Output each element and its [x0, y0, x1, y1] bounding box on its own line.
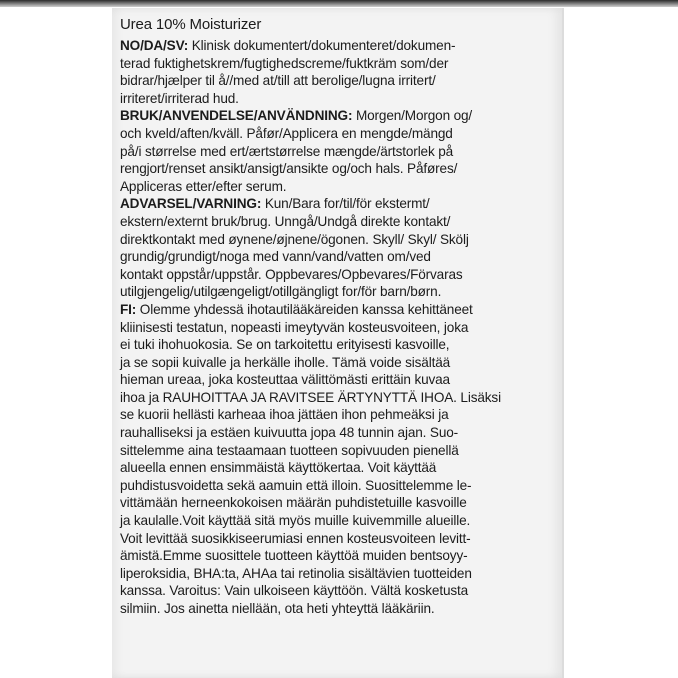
- text-line: [120, 301, 560, 319]
- text-segment: Kun/Bara for/til/för ekstermt/: [261, 196, 430, 212]
- text-line: [120, 319, 560, 337]
- text-line: [120, 160, 560, 178]
- text-line: [120, 582, 560, 600]
- text-line: [120, 389, 560, 407]
- text-segment: Klinisk dokumentert/dokumenteret/dokumen-: [188, 38, 456, 53]
- text-line: [120, 565, 560, 583]
- text-segment: vittämään herneenkokoisen määrän puhdistetuille kasvoille: [120, 495, 467, 511]
- section-heading: FI:: [120, 301, 137, 317]
- packaging-top-edge: [0, 0, 678, 7]
- text-line: [120, 125, 560, 143]
- product-title: Urea 10% Moisturizer: [120, 16, 262, 33]
- text-line: [120, 107, 560, 125]
- text-line: [120, 336, 560, 354]
- text-line: [120, 90, 560, 108]
- text-segment: ekstern/externt bruk/brug. Unngå/Undgå direkte kontakt/: [120, 213, 451, 229]
- text-line: [120, 55, 560, 73]
- text-segment: terad fuktighetskrem/fugtighedscreme/fuktkräm som/der: [120, 55, 449, 71]
- text-line: [120, 477, 560, 495]
- text-segment: ei tuki ihohuokosia. Se on tarkoitettu erityisesti kasvoille,: [120, 337, 450, 353]
- label-body: [120, 37, 560, 618]
- section-heading: NO/DA/SV:: [120, 38, 189, 53]
- text-line: [120, 442, 560, 460]
- text-segment: Voit levittää suosikkiseerumiasi ennen kosteusvoiteen levitt-: [120, 530, 471, 546]
- text-segment: och kveld/aften/kväll. Påfør/Applicera en mengde/mängd: [120, 125, 453, 141]
- text-segment: se kuorii hellästi karheaa ihoa jättäen ihon pehmeäksi ja: [120, 407, 449, 423]
- text-line: [120, 600, 560, 618]
- text-line: [120, 512, 560, 530]
- text-line: [120, 231, 560, 249]
- text-line: [120, 530, 560, 548]
- text-segment: Appliceras etter/efter serum.: [120, 178, 287, 194]
- text-line: [120, 213, 560, 231]
- text-segment: ja kaulalle.Voit käyttää sitä myös muille kuivemmille alueille.: [120, 513, 471, 529]
- text-segment: puhdistusvoidetta sekä aamuin että illoin. Suosittelemme le-: [120, 477, 472, 493]
- text-line: [120, 37, 560, 55]
- text-line: [120, 547, 560, 565]
- text-segment: kanssa. Varoitus: Vain ulkoiseen käyttöön. Vältä kosketusta: [120, 583, 469, 599]
- text-segment: ihoa ja RAUHOITTAA JA RAVITSEE ÄRTYNYTTÄ IHOA. Lisäksi: [120, 389, 501, 405]
- text-segment: liperoksidia, BHA:ta, AHAa tai retinolia sisältävien tuotteiden: [120, 565, 472, 581]
- text-line: [120, 248, 560, 266]
- text-segment: hieman ureaa, joka kosteuttaa välittömästi erittäin kuvaa: [120, 372, 450, 388]
- text-segment: rengjort/renset ansikt/ansigt/ansikte og/och hals. Påføres/: [120, 161, 458, 177]
- text-segment: på/i størrelse med ert/ærtstørrelse mængde/ärtstorlek på: [120, 143, 454, 159]
- text-segment: Morgen/Morgon og/: [352, 108, 473, 124]
- text-segment: ja se sopii kuivalle ja herkälle iholle. Tämä voide sisältää: [120, 354, 451, 370]
- text-segment: kontakt oppstår/uppstår. Oppbevares/Opbevares/Förvaras: [120, 266, 463, 282]
- text-line: [120, 195, 560, 213]
- text-segment: rauhalliseksi ja estäen kuivuutta jopa 48 tunnin ajan. Suo-: [120, 425, 459, 441]
- section-heading: BRUK/ANVENDELSE/ANVÄNDNING:: [120, 108, 353, 124]
- text-segment: kliinisesti testatun, nopeasti imeytyvän kosteusvoiteen, joka: [120, 319, 469, 335]
- text-segment: Olemme yhdessä ihotautilääkäreiden kanssa kehittäneet: [136, 301, 473, 317]
- text-line: [120, 371, 560, 389]
- text-segment: irriteret/irriterad hud.: [120, 90, 239, 106]
- text-line: [120, 178, 560, 196]
- text-segment: direktkontakt med øynene/øjnene/ögonen. Skyll/ Skyl/ Skölj: [120, 231, 469, 247]
- text-line: [120, 72, 560, 90]
- text-line: [120, 406, 560, 424]
- text-line: [120, 283, 560, 301]
- text-line: [120, 459, 560, 477]
- text-line: [120, 424, 560, 442]
- label-right-edge: [562, 8, 564, 678]
- text-line: [120, 494, 560, 512]
- section-heading: ADVARSEL/VARNING:: [120, 196, 262, 212]
- text-segment: alueella ennen ensimmäistä käyttökertaa. Voit käyttää: [120, 460, 437, 476]
- text-line: [120, 143, 560, 161]
- text-segment: utilgjengelig/utilgængeligt/otillgängligt for/för barn/børn.: [120, 284, 442, 300]
- label-text: [120, 14, 560, 618]
- text-segment: bidrar/hjælper til å//med at/till att berolige/lugna irritert/: [120, 73, 436, 89]
- text-segment: silmiin. Jos ainetta niellään, ota heti yhteyttä lääkäriin.: [120, 601, 435, 616]
- text-line: [120, 266, 560, 284]
- text-line: [120, 354, 560, 372]
- text-segment: ämistä.Emme suosittele tuotteen käyttöä muiden bentsoyy-: [120, 548, 468, 564]
- text-segment: grundig/grundigt/noga med vann/vand/vatten om/ved: [120, 249, 431, 265]
- text-segment: sittelemme aina testaamaan tuotteen sopivuuden pienellä: [120, 442, 459, 458]
